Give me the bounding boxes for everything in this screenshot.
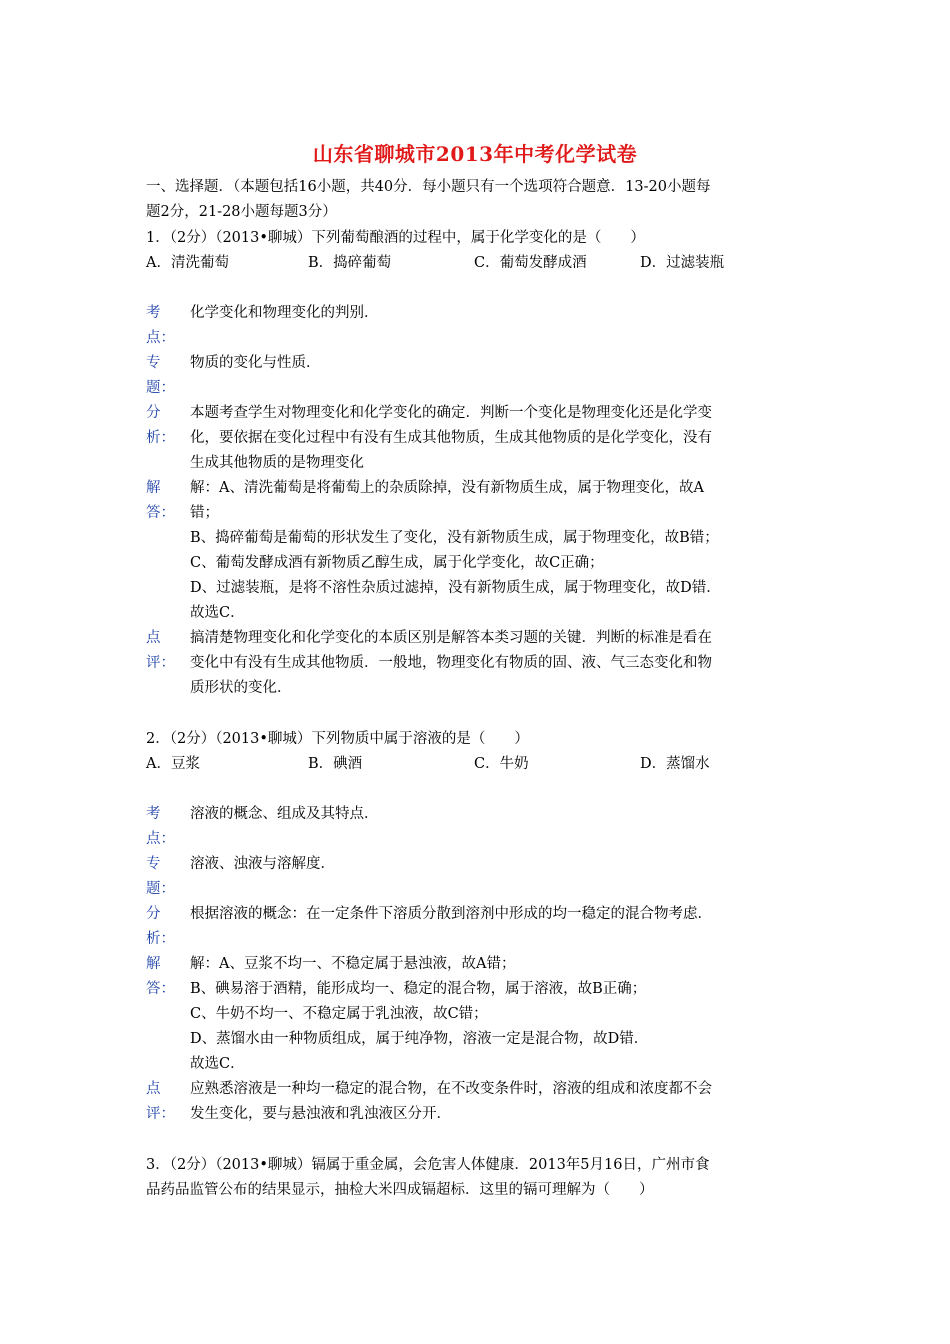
- jieda-line: B、碘易溶于酒精，能形成均一、稳定的混合物，属于溶液，故B正确；: [190, 981, 647, 997]
- label-zhuanti-2: 题：: [146, 380, 175, 396]
- label-fenxi-2: 析：: [146, 430, 175, 446]
- option-b: B．碘酒: [308, 756, 363, 772]
- label-zhuanti-2: 题：: [146, 881, 175, 897]
- question-stem: 品药品监管公布的结果显示，抽检大米四成镉超标．这里的镉可理解为（ ）: [146, 1182, 654, 1198]
- dianping-line: 搞清楚物理变化和化学变化的本质区别是解答本类习题的关键．判断的标准是看在: [190, 630, 712, 646]
- label-zhuanti-1: 专: [146, 856, 161, 872]
- label-jieda-1: 解: [146, 956, 161, 972]
- fenxi-line: 本题考查学生对物理变化和化学变化的确定．判断一个变化是物理变化还是化学变: [190, 405, 712, 421]
- dianping-line: 变化中有没有生成其他物质．一般地，物理变化有物质的固、液、气三态变化和物: [190, 655, 712, 671]
- question-stem: 1．（2分）（2013•聊城）下列葡萄酿酒的过程中，属于化学变化的是（ ）: [146, 230, 645, 246]
- option-c: C．牛奶: [474, 756, 529, 772]
- label-dianping-2: 评：: [146, 1106, 175, 1122]
- jieda-line: D、过滤装瓶，是将不溶性杂质过滤掉，没有新物质生成，属于物理变化，故D错．: [190, 580, 721, 596]
- label-jieda-2: 答：: [146, 505, 175, 521]
- section-heading-line-1: 一、选择题．（本题包括16小题，共40分．每小题只有一个选项符合题意．13-20小题每: [146, 179, 711, 195]
- question-stem: 3．（2分）（2013•聊城）镉属于重金属，会危害人体健康．2013年5月16日，广州市食: [146, 1157, 710, 1173]
- fenxi-line: 化，要依据在变化过程中有没有生成其他物质，生成其他物质的是化学变化，没有: [190, 430, 712, 446]
- kaodian-text: 化学变化和物理变化的判别．: [190, 305, 379, 321]
- label-kaodian-2: 点：: [146, 831, 175, 847]
- kaodian-text: 溶液的概念、组成及其特点．: [190, 806, 379, 822]
- option-d: D．过滤装瓶: [640, 255, 725, 271]
- label-jieda-2: 答：: [146, 981, 175, 997]
- label-dianping-1: 点: [146, 1081, 161, 1097]
- fenxi-line: 根据溶液的概念：在一定条件下溶质分散到溶剂中形成的均一稳定的混合物考虑．: [190, 906, 712, 922]
- dianping-line: 质形状的变化．: [190, 680, 292, 696]
- jieda-line: 解：A、清洗葡萄是将葡萄上的杂质除掉，没有新物质生成，属于物理变化，故A: [190, 480, 704, 496]
- option-d: D．蒸馏水: [640, 756, 710, 772]
- zhuanti-text: 物质的变化与性质．: [190, 355, 321, 371]
- fenxi-line: 生成其他物质的是物理变化: [190, 455, 364, 471]
- label-fenxi-2: 析：: [146, 931, 175, 947]
- label-fenxi-1: 分: [146, 906, 161, 922]
- jieda-line: D、蒸馏水由一种物质组成，属于纯净物，溶液一定是混合物，故D错．: [190, 1031, 649, 1047]
- option-b: B．捣碎葡萄: [308, 255, 392, 271]
- option-a: A．豆浆: [146, 756, 200, 772]
- label-zhuanti-1: 专: [146, 355, 161, 371]
- dianping-line: 应熟悉溶液是一种均一稳定的混合物，在不改变条件时，溶液的组成和浓度都不会: [190, 1081, 712, 1097]
- jieda-line: C、葡萄发酵成酒有新物质乙醇生成，属于化学变化，故C正确；: [190, 555, 604, 571]
- jieda-line: 故选C．: [190, 605, 245, 621]
- option-a: A．清洗葡萄: [146, 255, 229, 271]
- jieda-line: 解：A、豆浆不均一、不稳定属于悬浊液，故A错；: [190, 956, 516, 972]
- jieda-line: 错；: [190, 505, 219, 521]
- label-kaodian-2: 点：: [146, 330, 175, 346]
- label-jieda-1: 解: [146, 480, 161, 496]
- option-c: C．葡萄发酵成酒: [474, 255, 587, 271]
- jieda-line: 故选C．: [190, 1056, 245, 1072]
- page-title: 山东省聊城市2013年中考化学试卷: [312, 142, 638, 166]
- label-kaodian-1: 考: [146, 305, 161, 321]
- zhuanti-text: 溶液、浊液与溶解度．: [190, 856, 335, 872]
- label-dianping-1: 点: [146, 630, 161, 646]
- jieda-line: B、捣碎葡萄是葡萄的形状发生了变化，没有新物质生成，属于物理变化，故B错；: [190, 530, 719, 546]
- jieda-line: C、牛奶不均一、不稳定属于乳浊液，故C错；: [190, 1006, 488, 1022]
- question-stem: 2．（2分）（2013•聊城）下列物质中属于溶液的是（ ）: [146, 731, 529, 747]
- label-fenxi-1: 分: [146, 405, 161, 421]
- label-kaodian-1: 考: [146, 806, 161, 822]
- dianping-line: 发生变化，要与悬浊液和乳浊液区分开．: [190, 1106, 451, 1122]
- label-dianping-2: 评：: [146, 655, 175, 671]
- section-heading-line-2: 题2分，21-28小题每题3分）: [146, 204, 337, 220]
